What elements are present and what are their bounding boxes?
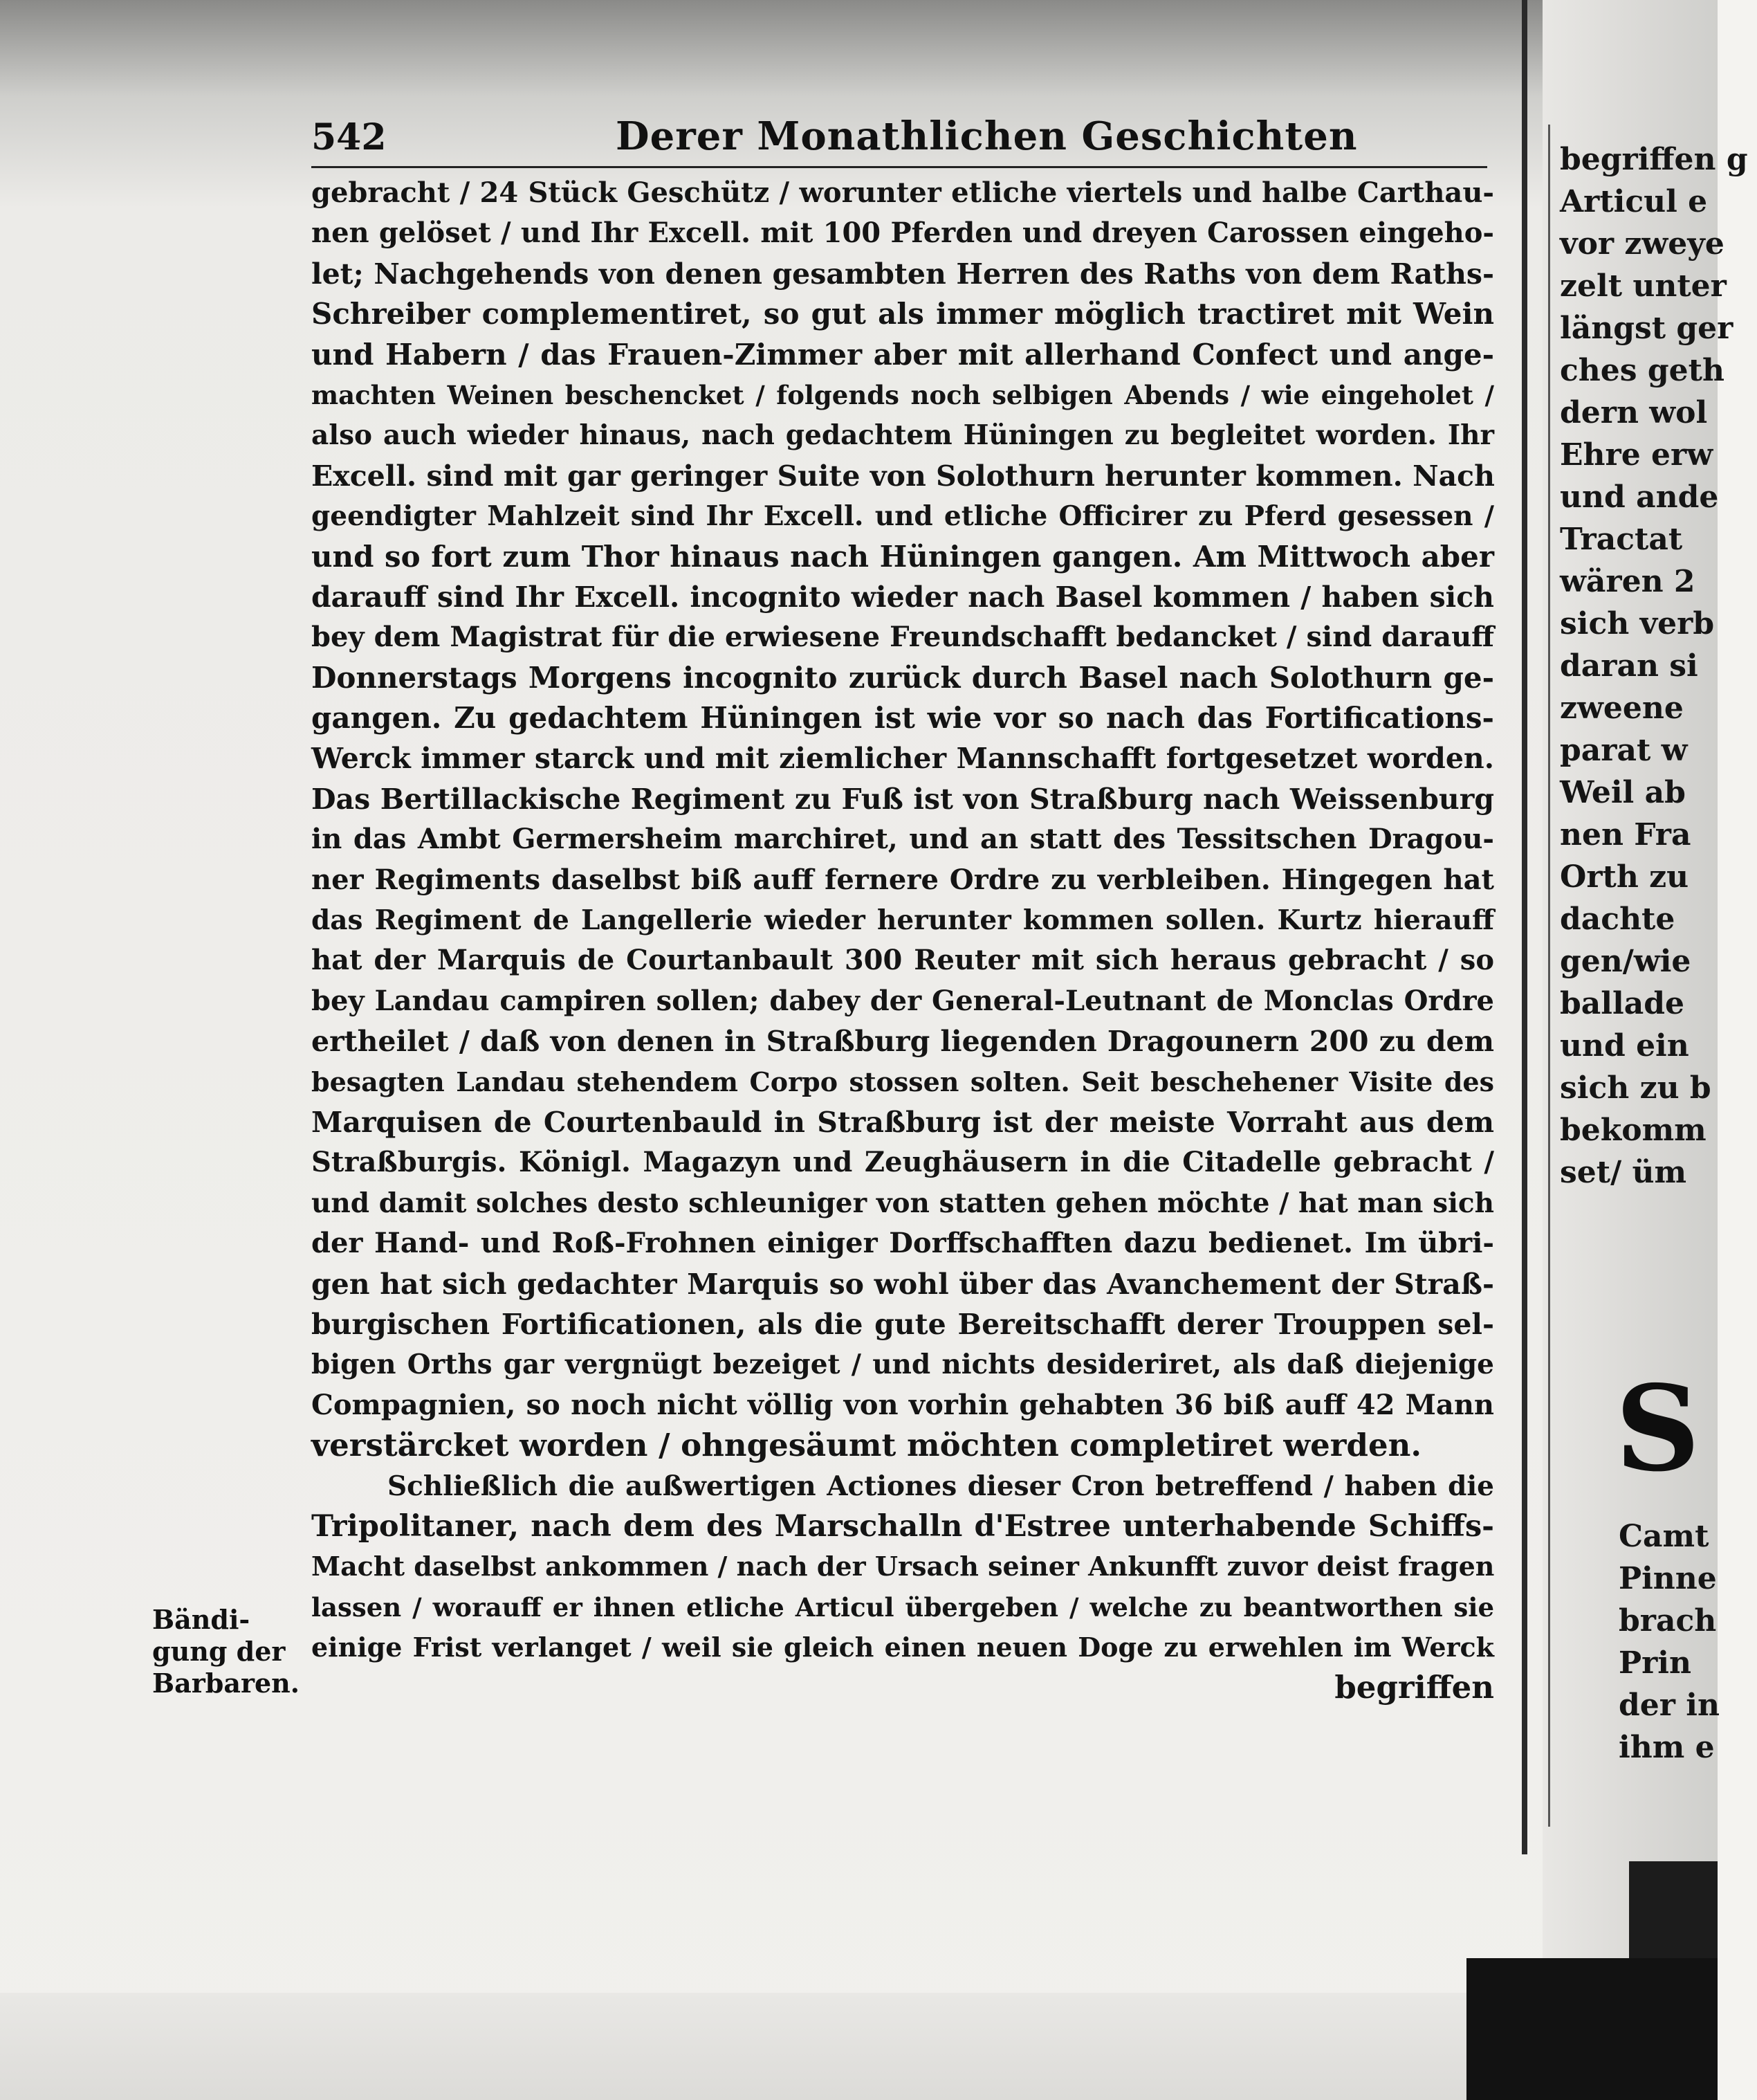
marginal-note — [152, 1604, 304, 1699]
text-line: gangen. Zu gedachtem Hüningen ist wie vor so nach das Fortifications- — [311, 701, 1494, 736]
adjacent-line: bekomm — [1560, 1113, 1707, 1148]
adjacent-line: wären 2 — [1560, 564, 1695, 599]
marginal-note-line: Barbaren. — [152, 1668, 300, 1699]
text-line: bey Landau campiren sollen; dabey der General-Leutnant de Monclas Ordre — [311, 984, 1494, 1017]
text-line: bigen Orths gar vergnügt bezeiget / und nichts desideriret, als daß diejenige — [311, 1349, 1494, 1381]
adjacent-line: daran si — [1560, 648, 1698, 684]
text-line: ner Regiments daselbst biß auff fernere Ordre zu verbleiben. Hingegen hat — [311, 863, 1494, 896]
adjacent-line: ihm e — [1619, 1730, 1715, 1765]
adjacent-line: längst ger — [1560, 311, 1733, 346]
text-line: nen gelöset / und Ihr Excell. mit 100 Pferden und dreyen Carossen eingeho- — [311, 217, 1494, 250]
text-line: darauff sind Ihr Excell. incognito wieder nach Basel kommen / haben sich — [311, 580, 1494, 614]
text-line: in das Ambt Germersheim marchiret, und an statt des Tessitschen Dragou- — [311, 823, 1494, 856]
text-line: das Regiment de Langellerie wieder herunter kommen sollen. Kurtz hierauff — [311, 904, 1494, 937]
text-line: der Hand- und Roß-Frohnen einiger Dorffschafften dazu bedienet. Im übri- — [311, 1227, 1494, 1260]
adjacent-line: ballade — [1560, 986, 1684, 1021]
adjacent-line: gen/wie — [1560, 944, 1691, 979]
text-line: geendigter Mahlzeit sind Ihr Excell. und etliche Officirer zu Pferd gesessen / — [311, 500, 1494, 533]
text-line: Schreiber complementiret, so gut als immer möglich tractiret mit Wein — [311, 297, 1494, 331]
text-line: ertheilet / daß von denen in Straßburg liegenden Dragounern 200 zu dem — [311, 1025, 1494, 1059]
body-text — [311, 173, 1494, 1708]
adjacent-line: dachte — [1560, 902, 1675, 937]
text-line: gen hat sich gedachter Marquis so wohl über das Avanchement der Straß- — [311, 1267, 1494, 1301]
decorated-initial: S — [1615, 1360, 1700, 1498]
adjacent-line: vor zweye — [1560, 226, 1724, 262]
marginal-note-line: gung der — [152, 1636, 286, 1667]
dark-corner — [1466, 1958, 1718, 2100]
text-line: Marquisen de Courtenbauld in Straßburg ist der meiste Vorraht aus dem — [311, 1105, 1494, 1139]
adjacent-line: set/ üm — [1560, 1155, 1687, 1190]
text-line: besagten Landau stehendem Corpo stossen solten. Seit beschehener Visite des — [311, 1066, 1494, 1097]
book-page — [291, 90, 1508, 1972]
bottom-margin — [0, 1993, 1487, 2100]
text-line: Macht daselbst ankommen / nach der Ursach seiner Ankunfft zuvor deist fragen — [311, 1551, 1495, 1582]
text-line: Werck immer starck und mit ziemlicher Mannschafft fortgesetzet worden. — [311, 742, 1494, 776]
adjacent-line: zelt unter — [1560, 268, 1727, 304]
text-line: Excell. sind mit gar geringer Suite von Solothurn herunter kommen. Nach — [311, 459, 1495, 493]
text-line: also auch wieder hinaus, nach gedachtem Hüningen zu begleitet worden. Ihr — [311, 419, 1494, 452]
text-line: Compagnien, so noch nicht völlig von vorhin gehabten 36 biß auff 42 Mann — [311, 1388, 1494, 1421]
adjacent-page-lines — [1560, 138, 1748, 1194]
adjacent-line: brach — [1619, 1603, 1717, 1638]
adjacent-line: der in — [1619, 1688, 1720, 1723]
adjacent-page-fragment — [1560, 138, 1748, 1868]
text-line: lassen / worauff er ihnen etliche Articul übergeben / welche zu beantworthen sie — [311, 1591, 1494, 1623]
adjacent-line: Weil ab — [1560, 775, 1686, 810]
marginal-note-line: Bändi- — [152, 1604, 250, 1635]
text-line: und damit solches desto schleuniger von statten gehen möchte / hat man sich — [311, 1187, 1494, 1219]
adjacent-line: nen Fra — [1560, 817, 1691, 852]
text-line: hat der Marquis de Courtanbault 300 Reuter mit sich heraus gebracht / so — [311, 944, 1494, 977]
adjacent-line: und ande — [1560, 480, 1719, 515]
adjacent-line: zweene — [1560, 691, 1684, 726]
text-line: und so fort zum Thor hinaus nach Hüningen gangen. Am Mittwoch aber — [311, 539, 1494, 574]
running-head: Derer Monathlichen Geschichten — [616, 113, 1358, 159]
text-line: gebracht / 24 Stück Geschütz / worunter etliche viertels und halbe Carthau- — [311, 176, 1494, 209]
page-number: 542 — [311, 116, 387, 158]
text-line: verstärcket worden / ohngesäumt möchten completiret werden. — [311, 1427, 1422, 1464]
page-gutter — [1522, 0, 1527, 1854]
text-line: bey dem Magistrat für die erwiesene Freundschafft bedancket / sind darauff — [311, 621, 1494, 654]
text-line: burgischen Fortificationen, als die gute Bereitschafft derer Trouppen sel- — [311, 1307, 1494, 1341]
page-header — [311, 104, 1487, 168]
adjacent-line: sich verb — [1560, 606, 1715, 641]
adjacent-line: ches geth — [1560, 353, 1724, 388]
text-line: und Habern / das Frauen-Zimmer aber mit allerhand Confect und ange- — [311, 337, 1494, 372]
adjacent-line: Orth zu — [1560, 859, 1689, 895]
adjacent-line: parat w — [1560, 733, 1688, 768]
adjacent-line: Tractat — [1560, 522, 1683, 557]
adjacent-line: dern wol — [1560, 395, 1708, 430]
text-line: Donnerstags Morgens incognito zurück durch Basel nach Solothurn ge- — [311, 660, 1494, 695]
adjacent-line: Articul e — [1560, 184, 1708, 219]
adjacent-line: begriffen g — [1560, 142, 1748, 177]
adjacent-line: Camt — [1619, 1519, 1709, 1554]
adjacent-page-lines-lower — [1619, 1515, 1757, 1769]
adjacent-line: sich zu b — [1560, 1070, 1711, 1106]
text-line: Das Bertillackische Regiment zu Fuß ist von Straßburg nach Weissenburg — [311, 782, 1494, 816]
text-line: Tripolitaner, nach dem des Marschalln d'Estree unterhabende Schiffs- — [311, 1508, 1494, 1544]
text-line: let; Nachgehends von denen gesambten Herren des Raths von dem Raths- — [311, 257, 1494, 291]
page-edge — [1548, 125, 1550, 1827]
adjacent-line: Pinne — [1619, 1561, 1717, 1596]
adjacent-line: Prin — [1619, 1645, 1691, 1681]
text-line: Straßburgis. Königl. Magazyn und Zeughäusern in die Citadelle gebracht / — [311, 1146, 1494, 1179]
text-line: einige Frist verlanget / weil sie gleich einen neuen Doge zu erwehlen im Werck — [311, 1632, 1494, 1663]
text-line: machten Weinen beschencket / folgends noch selbigen Abends / wie eingeholet / — [311, 379, 1494, 410]
text-line: Schließlich die außwertigen Actiones dieser Cron betreffend / haben die — [387, 1470, 1494, 1502]
catchword: begriffen — [1334, 1669, 1494, 1706]
adjacent-line: Ehre erw — [1560, 437, 1713, 473]
adjacent-line: und ein — [1560, 1028, 1689, 1063]
